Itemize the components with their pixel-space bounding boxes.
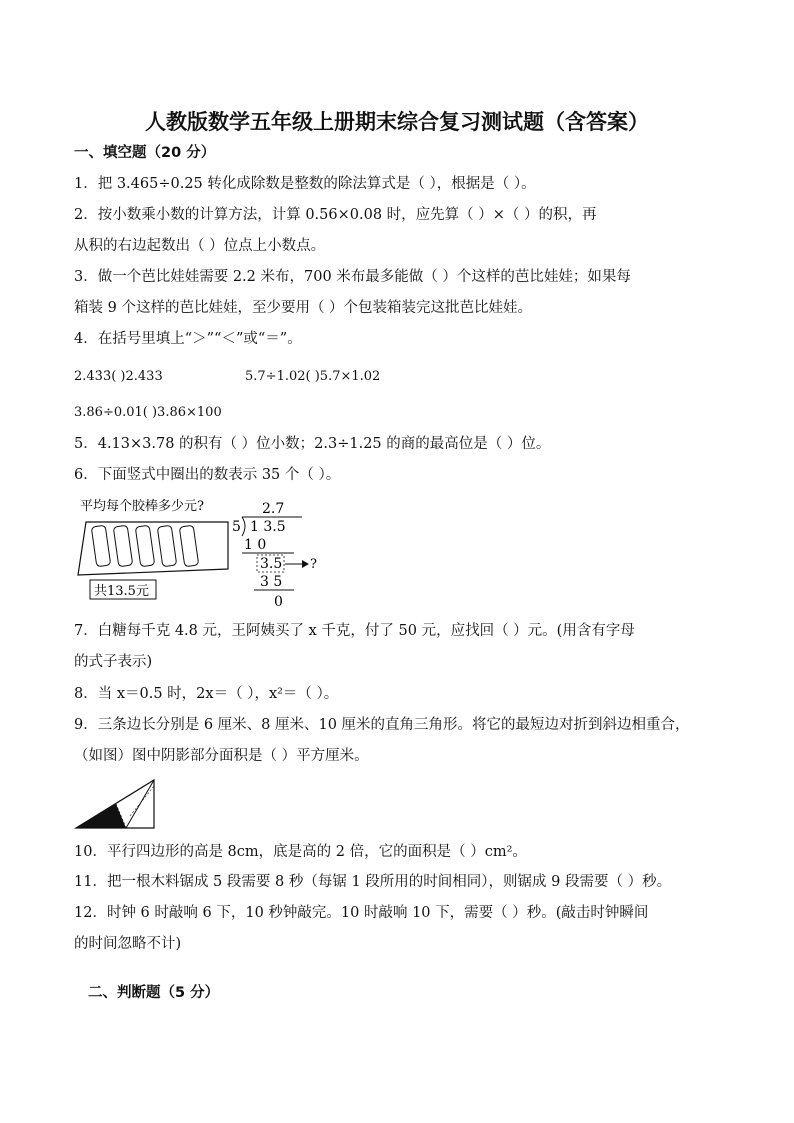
- glue-stick-division-figure: [72, 496, 332, 611]
- division-step-3: 3 5: [260, 574, 283, 590]
- total-price-label: 共13.5元: [94, 584, 149, 599]
- section-heading-fill-blank: 一、填空题（20 分）: [74, 145, 216, 161]
- division-step-2: 3.5: [260, 556, 283, 572]
- question-12-line-1: 12．时钟 6 时敲响 6 下，10 秒钟敲完。10 时敲响 10 下，需要（ ）秒。(敲击时钟瞬间: [74, 905, 649, 921]
- glue-stick-icon: [91, 525, 198, 567]
- division-remainder: 0: [274, 594, 283, 610]
- division-divisor: 5: [232, 519, 241, 535]
- question-4-compare-1: 2.43̇3̇( )2.433: [74, 369, 163, 384]
- division-step-1: 1 0: [244, 537, 267, 553]
- question-12-line-2: 的时间忽略不计): [74, 936, 182, 952]
- arrow-question-mark: ?: [310, 557, 317, 572]
- question-9-line-2: （如图）图中阴影部分面积是（ ）平方厘米。: [74, 748, 369, 764]
- question-1: 1．把 3.465÷0.25 转化成除数是整数的除法算式是（ ），根据是（ ）。: [74, 176, 536, 192]
- question-2-line-1: 2．按小数乘小数的计算方法，计算 0.56×0.08 时，应先算（ ）×（ ）的积，再: [74, 207, 597, 223]
- question-4-compare-3: 3.86÷0.01( )3.86×100: [74, 405, 222, 420]
- question-3-line-1: 3．做一个芭比娃娃需要 2.2 米布，700 米布最多能做（ ）个这样的芭比娃娃；如果每: [74, 269, 631, 285]
- question-4-compare-2: 5.7÷1.02( )5.7×1.02: [245, 369, 381, 384]
- question-6: 6．下面竖式中圈出的数表示 35 个（ ）。: [74, 467, 341, 483]
- division-dividend: 1 3.5: [250, 519, 286, 535]
- question-4: 4．在括号里填上“＞”“＜”或“＝”。: [74, 331, 302, 347]
- question-8: 8．当 x＝0.5 时，2x＝（ ），x²＝（ ）。: [74, 686, 339, 702]
- question-10: 10．平行四边形的高是 8cm，底是高的 2 倍，它的面积是（ ）cm²。: [74, 844, 527, 860]
- division-quotient: 2.7: [262, 501, 285, 517]
- page-title: 人教版数学五年级上册期末综合复习测试题（含答案）: [145, 110, 649, 134]
- arrow-head-icon: [302, 560, 309, 568]
- question-11: 11．把一根木料锯成 5 段需要 8 秒（每锯 1 段所用的时间相同），则锯成 9 段需要（ ）秒。: [74, 874, 672, 890]
- fold-line: [126, 780, 154, 828]
- question-3-line-2: 箱装 9 个这样的芭比娃娃，至少要用（ ）个包装箱装完这批芭比娃娃。: [74, 300, 533, 316]
- question-5: 5．4.13×3.78 的积有（ ）位小数；2.3÷1.25 的商的最高位是（ ）位。: [74, 436, 551, 452]
- question-2-line-2: 从积的右边起数出（ ）位点上小数点。: [74, 238, 326, 254]
- figure-question-text: 平均每个胶棒多少元?: [80, 499, 204, 514]
- section-heading-true-false: 二、判断题（5 分）: [88, 985, 220, 1001]
- question-7-line-1: 7．白糖每千克 4.8 元，王阿姨买了 x 千克，付了 50 元，应找回（ ）元。(用含有字母: [74, 623, 635, 639]
- shaded-triangle: [76, 804, 126, 828]
- folded-right-triangle-figure: [72, 776, 162, 832]
- question-7-line-2: 的式子表示): [74, 654, 153, 670]
- question-9-line-1: 9．三条边长分别是 6 厘米、8 厘米、10 厘米的直角三角形。将它的最短边对折到斜边相重合，: [74, 717, 690, 733]
